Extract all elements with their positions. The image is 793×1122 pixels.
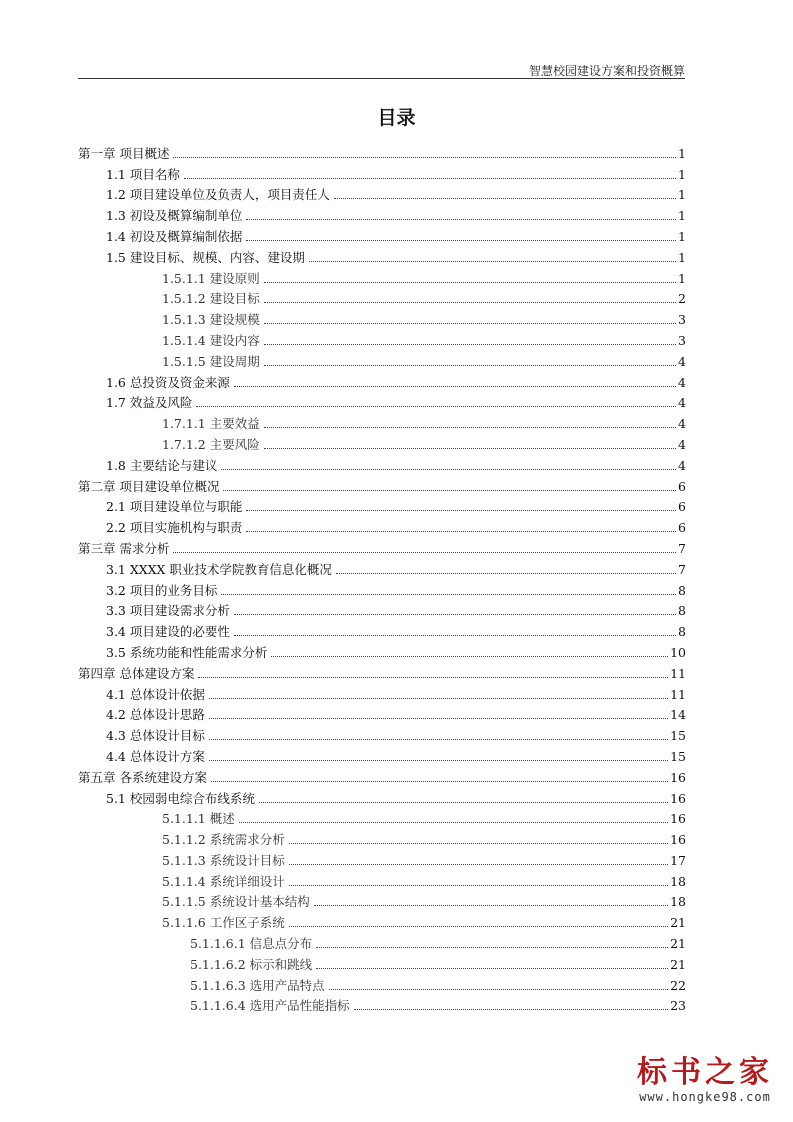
- toc-dot-leader: [314, 904, 668, 906]
- toc-entry-label: 1.5.1.3 建设规模: [162, 312, 260, 328]
- toc-entry-page: 10: [670, 644, 686, 660]
- toc-dot-leader: [271, 655, 668, 657]
- toc-entry-page: 1: [678, 208, 686, 224]
- toc-entry-page: 15: [670, 728, 686, 744]
- toc-dot-leader: [196, 405, 676, 407]
- toc-entry[interactable]: [78, 826, 686, 847]
- toc-entry-label: 1.5.1.5 建设周期: [162, 353, 260, 369]
- toc-entry-label: 1.7.1.1 主要效益: [162, 416, 260, 432]
- toc-entry[interactable]: [78, 930, 686, 951]
- toc-entry[interactable]: [78, 577, 686, 598]
- toc-entry[interactable]: [78, 951, 686, 972]
- toc-entry[interactable]: [78, 743, 686, 764]
- toc-entry-page: 1: [678, 249, 686, 265]
- toc-entry-label: 3.4 项目建设的必要性: [106, 624, 230, 640]
- toc-entry-label: 第四章 总体建设方案: [78, 665, 195, 681]
- toc-entry-label: 4.1 总体设计依据: [106, 686, 205, 702]
- toc-entry-page: 16: [670, 769, 686, 785]
- toc-entry-label: 2.1 项目建设单位与职能: [106, 499, 243, 515]
- toc-entry-label: 1.5 建设目标、规模、内容、建设期: [106, 249, 305, 265]
- toc-entry-page: 1: [678, 187, 686, 203]
- toc-entry[interactable]: [78, 598, 686, 619]
- toc-entry[interactable]: [78, 286, 686, 307]
- toc-dot-leader: [309, 260, 676, 262]
- toc-entry[interactable]: [78, 702, 686, 723]
- toc-entry-label: 3.3 项目建设需求分析: [106, 603, 230, 619]
- toc-entry-label: 2.2 项目实施机构与职责: [106, 520, 243, 536]
- toc-dot-leader: [264, 447, 676, 449]
- toc-entry-page: 8: [678, 624, 686, 640]
- toc-dot-leader: [264, 364, 676, 366]
- toc-dot-leader: [289, 863, 668, 865]
- toc-entry[interactable]: [78, 494, 686, 515]
- toc-entry-page: 6: [678, 499, 686, 515]
- toc-entry-page: 23: [670, 998, 686, 1014]
- toc-dot-leader: [246, 239, 676, 241]
- toc-entry-page: 21: [670, 915, 686, 931]
- toc-entry-page: 15: [670, 748, 686, 764]
- toc-entry-page: 16: [670, 811, 686, 827]
- header-divider: [78, 78, 685, 79]
- toc-entry-page: 16: [670, 832, 686, 848]
- toc-dot-leader: [234, 634, 676, 636]
- toc-entry[interactable]: [78, 764, 686, 785]
- toc-dot-leader: [234, 613, 676, 615]
- toc-entry[interactable]: [78, 348, 686, 369]
- toc-entry-label: 1.6 总投资及资金来源: [106, 374, 230, 390]
- page-header-title: 智慧校园建设方案和投资概算: [528, 64, 685, 78]
- toc-entry[interactable]: [78, 410, 686, 431]
- toc-dot-leader: [209, 738, 668, 740]
- toc-entry-label: 5.1.1.6 工作区子系统: [162, 915, 285, 931]
- toc-dot-leader: [264, 281, 676, 283]
- toc-dot-leader: [198, 676, 668, 678]
- toc-entry-page: 2: [678, 291, 686, 307]
- toc-entry[interactable]: [78, 993, 686, 1014]
- toc-entry[interactable]: [78, 223, 686, 244]
- toc-dot-leader: [221, 593, 676, 595]
- toc-entry-label: 1.4 初设及概算编制依据: [106, 228, 243, 244]
- toc-entry[interactable]: [78, 161, 686, 182]
- toc-entry-page: 1: [678, 166, 686, 182]
- toc-entry-page: 21: [670, 936, 686, 952]
- toc-entry-page: 14: [670, 707, 686, 723]
- toc-entry-label: 5.1.1.5 系统设计基本结构: [162, 894, 310, 910]
- toc-dot-leader: [336, 572, 676, 574]
- toc-dot-leader: [173, 551, 676, 553]
- toc-entry-label: 1.5.1.2 建设目标: [162, 291, 260, 307]
- toc-entry-label: 5.1.1.6.2 标示和跳线: [190, 956, 313, 972]
- toc-dot-leader: [246, 218, 676, 220]
- watermark: [637, 1056, 773, 1104]
- toc-entry-page: 1: [678, 228, 686, 244]
- toc-entry-label: 1.1 项目名称: [106, 166, 180, 182]
- toc-dot-leader: [184, 177, 676, 179]
- toc-entry-page: 16: [670, 790, 686, 806]
- toc-entry-label: 3.1 XXXX 职业技术学院教育信息化概况: [106, 561, 332, 577]
- toc-entry-page: 6: [678, 478, 686, 494]
- toc-entry-label: 5.1.1.6.4 选用产品性能指标: [190, 998, 350, 1014]
- toc-entry-page: 11: [670, 665, 686, 681]
- toc-entry-page: 1: [678, 145, 686, 161]
- toc-dot-leader: [289, 884, 668, 886]
- toc-entry-page: 18: [670, 894, 686, 910]
- toc-dot-leader: [289, 925, 668, 927]
- toc-entry-label: 1.3 初设及概算编制单位: [106, 208, 243, 224]
- toc-entry[interactable]: [78, 972, 686, 993]
- toc-entry-page: 22: [670, 977, 686, 993]
- toc-entry[interactable]: [78, 327, 686, 348]
- toc-entry-page: 17: [670, 852, 686, 868]
- toc-dot-leader: [289, 842, 668, 844]
- toc-entry[interactable]: [78, 265, 686, 286]
- toc-entry[interactable]: [78, 182, 686, 203]
- toc-entry[interactable]: [78, 556, 686, 577]
- toc-entry-label: 5.1.1.6.3 选用产品特点: [190, 977, 325, 993]
- toc-dot-leader: [209, 759, 668, 761]
- toc-entry-label: 3.2 项目的业务目标: [106, 582, 218, 598]
- toc-entry-label: 4.4 总体设计方案: [106, 748, 205, 764]
- toc-entry[interactable]: [78, 847, 686, 868]
- toc-entry-page: 4: [678, 353, 686, 369]
- toc-dot-leader: [211, 780, 668, 782]
- toc-entry-label: 5.1.1.6.1 信息点分布: [190, 936, 313, 952]
- toc-entry-label: 第五章 各系统建设方案: [78, 769, 207, 785]
- toc-entry-page: 4: [678, 416, 686, 432]
- toc-entry[interactable]: [78, 681, 686, 702]
- toc-entry-page: 8: [678, 603, 686, 619]
- toc-dot-leader: [246, 530, 676, 532]
- toc-dot-leader: [259, 801, 668, 803]
- toc-entry-page: 8: [678, 582, 686, 598]
- toc-dot-leader: [246, 509, 676, 511]
- toc-dot-leader: [234, 385, 676, 387]
- toc-dot-leader: [329, 988, 668, 990]
- toc-title: 目录: [377, 107, 416, 129]
- toc-entry-page: 6: [678, 520, 686, 536]
- toc-entry-page: 3: [678, 312, 686, 328]
- toc-entry[interactable]: [78, 535, 686, 556]
- toc-entry[interactable]: [78, 390, 686, 411]
- toc-dot-leader: [354, 1008, 668, 1010]
- toc-entry[interactable]: [78, 639, 686, 660]
- toc-entry[interactable]: [78, 244, 686, 265]
- toc-entry[interactable]: [78, 452, 686, 473]
- toc-entry-page: 7: [678, 561, 686, 577]
- toc-entry-page: 4: [678, 395, 686, 411]
- toc-entry-page: 1: [678, 270, 686, 286]
- toc-entry-label: 1.2 项目建设单位及负责人，项目责任人: [106, 187, 330, 203]
- toc-entry-label: 第二章 项目建设单位概况: [78, 478, 220, 494]
- toc-entry-page: 7: [678, 540, 686, 556]
- toc-entry-label: 第一章 项目概述: [78, 145, 170, 161]
- toc-entry[interactable]: [78, 431, 686, 452]
- toc-entry-label: 5.1.1.3 系统设计目标: [162, 852, 285, 868]
- toc-dot-leader: [316, 967, 668, 969]
- toc-entry-label: 4.2 总体设计思路: [106, 707, 205, 723]
- toc-entry-page: 3: [678, 332, 686, 348]
- toc-dot-leader: [264, 343, 676, 345]
- toc-entry-page: 4: [678, 436, 686, 452]
- toc-dot-leader: [223, 489, 676, 491]
- toc-entry[interactable]: [78, 306, 686, 327]
- toc-dot-leader: [173, 156, 676, 158]
- toc-dot-leader: [264, 322, 676, 324]
- toc-entry-page: 18: [670, 873, 686, 889]
- toc-entry[interactable]: [78, 909, 686, 930]
- toc-entry-label: 1.8 主要结论与建议: [106, 457, 218, 473]
- toc-list: [78, 140, 686, 1013]
- toc-dot-leader: [239, 821, 668, 823]
- toc-entry-label: 4.3 总体设计目标: [106, 728, 205, 744]
- toc-entry[interactable]: [78, 806, 686, 827]
- toc-entry[interactable]: [78, 868, 686, 889]
- toc-entry[interactable]: [78, 889, 686, 910]
- watermark-url: www.hongke98.com: [639, 1090, 771, 1104]
- toc-entry-page: 21: [670, 956, 686, 972]
- toc-entry-page: 4: [678, 374, 686, 390]
- watermark-logo: 标书之家: [637, 1055, 773, 1090]
- toc-entry[interactable]: [78, 202, 686, 223]
- toc-entry[interactable]: [78, 514, 686, 535]
- toc-dot-leader: [334, 197, 676, 199]
- toc-entry[interactable]: [78, 618, 686, 639]
- toc-dot-leader: [209, 717, 668, 719]
- toc-entry[interactable]: [78, 722, 686, 743]
- toc-entry-label: 3.5 系统功能和性能需求分析: [106, 644, 268, 660]
- toc-entry[interactable]: [78, 473, 686, 494]
- toc-dot-leader: [264, 426, 676, 428]
- toc-entry-label: 1.7.1.2 主要风险: [162, 436, 260, 452]
- toc-entry[interactable]: [78, 660, 686, 681]
- toc-entry[interactable]: [78, 369, 686, 390]
- toc-entry[interactable]: [78, 785, 686, 806]
- toc-entry[interactable]: [78, 140, 686, 161]
- toc-entry-page: 4: [678, 457, 686, 473]
- toc-entry-page: 11: [670, 686, 686, 702]
- toc-entry-label: 1.7 效益及风险: [106, 395, 193, 411]
- toc-entry-label: 5.1.1.2 系统需求分析: [162, 832, 285, 848]
- toc-entry-label: 第三章 需求分析: [78, 540, 170, 556]
- toc-entry-label: 1.5.1.1 建设原则: [162, 270, 260, 286]
- toc-dot-leader: [209, 697, 668, 699]
- toc-dot-leader: [221, 468, 676, 470]
- toc-entry-label: 5.1 校园弱电综合布线系统: [106, 790, 255, 806]
- toc-dot-leader: [316, 946, 668, 948]
- toc-entry-label: 5.1.1.1 概述: [162, 811, 235, 827]
- toc-entry-label: 5.1.1.4 系统详细设计: [162, 873, 285, 889]
- toc-dot-leader: [264, 301, 676, 303]
- toc-entry-label: 1.5.1.4 建设内容: [162, 332, 260, 348]
